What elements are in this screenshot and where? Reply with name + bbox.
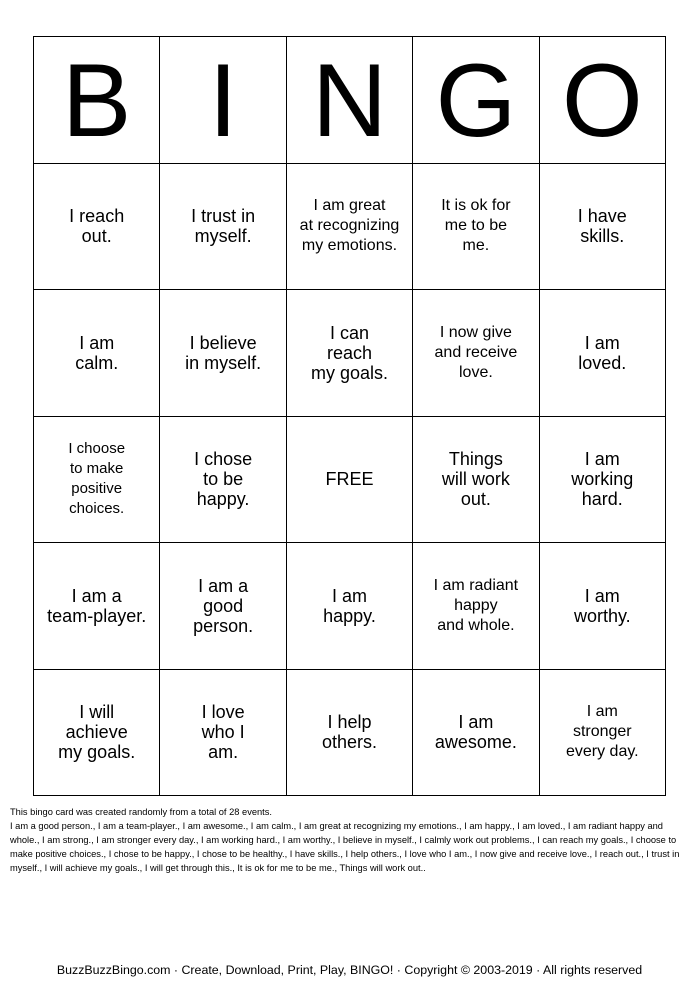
bingo-square — [160, 417, 286, 544]
bingo-square — [540, 164, 666, 291]
square-text: I help others. — [321, 712, 377, 753]
square-text: I am a team-player. — [47, 585, 147, 626]
bingo-square — [540, 417, 666, 544]
notes-events-list: I am a good person., I am a team-player., I am awesome., I am calm., I am great at recognizing my emotions., I am happy., I am loved., I am radiant happy and whole., I am strong., I am stronger every day., I am working hard., I am worthy., I believe in myself., I calmly work out problems., I can reach my goals., I choose to make positive choices., I chose to be happy., I chose to be healthy., I have skills., I help others., I love who I am., I now give and receive love., I reach out., I trust in myself., I will achieve my goals., I will get through this., It is ok for me to be me., Things will work out.. — [10, 821, 680, 873]
square-text: I choose to make positive choices. — [68, 440, 126, 518]
square-text: I am worthy. — [573, 585, 631, 626]
header-letter-n: N — [287, 37, 413, 164]
bingo-square — [160, 164, 286, 291]
bingo-square — [34, 290, 160, 417]
header-letter-o: O — [540, 37, 666, 164]
square-text: I am great at recognizing my emotions. — [299, 197, 400, 255]
square-text: I am loved. — [578, 332, 627, 373]
bingo-square — [413, 670, 539, 797]
notes-intro: This bingo card was created randomly from a total of 28 events. — [10, 807, 272, 817]
bingo-square — [160, 290, 286, 417]
square-text: I am awesome. — [434, 712, 517, 753]
square-text: I am radiant happy and whole. — [433, 576, 519, 634]
bingo-square — [287, 290, 413, 417]
bingo-square — [413, 417, 539, 544]
card-notes — [10, 805, 692, 875]
square-text: I can reach my goals. — [310, 322, 388, 383]
bingo-square — [34, 164, 160, 291]
square-text: I love who I am. — [201, 702, 245, 763]
square-text: I believe in myself. — [185, 332, 262, 373]
square-text: I am a good person. — [193, 575, 254, 636]
bingo-square — [34, 417, 160, 544]
square-text: I am calm. — [75, 332, 119, 373]
bingo-square — [34, 670, 160, 797]
bingo-square — [540, 290, 666, 417]
square-text: I have skills. — [577, 206, 627, 247]
square-text: I will achieve my goals. — [58, 702, 136, 763]
bingo-square — [540, 543, 666, 670]
bingo-square — [287, 543, 413, 670]
bingo-square — [540, 670, 666, 797]
bingo-square — [413, 290, 539, 417]
bingo-square — [287, 670, 413, 797]
square-text: I reach out. — [69, 206, 125, 247]
bingo-square — [160, 543, 286, 670]
header-letter-g: G — [413, 37, 539, 164]
square-text: FREE — [325, 469, 374, 490]
square-text: I am happy. — [323, 585, 376, 626]
bingo-square — [34, 543, 160, 670]
footer-copyright: BuzzBuzzBingo.com · Create, Download, Print, Play, BINGO! · Copyright © 2003-2019 · All rights reserved — [56, 963, 643, 977]
bingo-square — [413, 164, 539, 291]
square-text: I am stronger every day. — [565, 703, 639, 761]
header-letter-b: B — [34, 37, 160, 164]
bingo-square — [413, 543, 539, 670]
square-text: I am working hard. — [571, 449, 634, 510]
square-text: Things will work out. — [441, 449, 510, 510]
square-text: It is ok for me to be me. — [441, 197, 511, 255]
square-text: I now give and receive love. — [434, 323, 518, 381]
bingo-card — [33, 36, 666, 796]
bingo-square — [287, 164, 413, 291]
free-space — [287, 417, 413, 544]
square-text: I chose to be happy. — [194, 449, 253, 510]
header-letter-i: I — [160, 37, 286, 164]
bingo-square — [160, 670, 286, 797]
square-text: I trust in myself. — [191, 206, 256, 247]
